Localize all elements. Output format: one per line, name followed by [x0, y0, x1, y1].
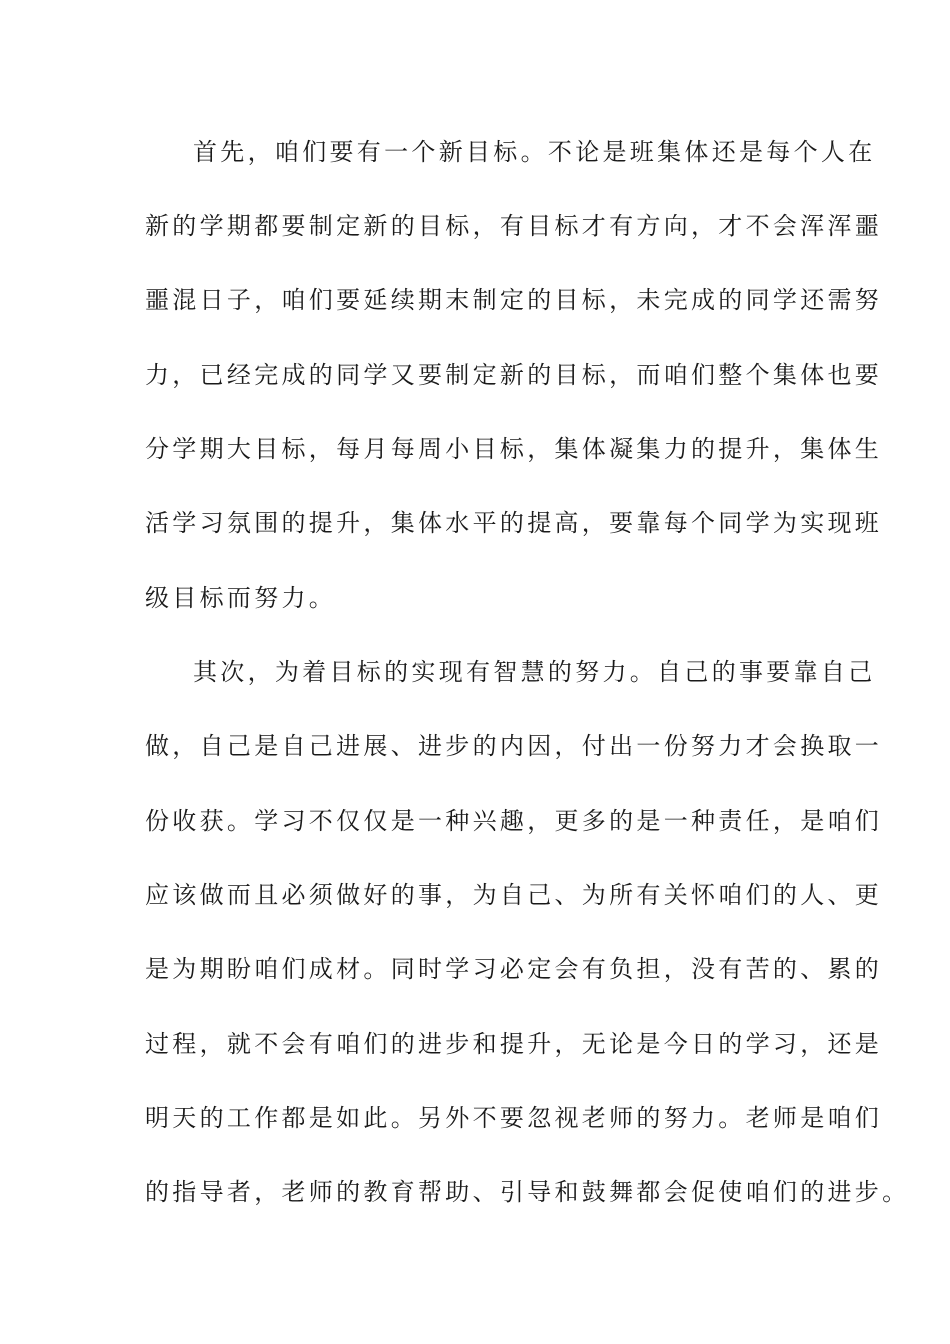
paragraph-2-line-4: 应该做而且必须做好的事，为自己、为所有关怀咱们的人、更	[145, 881, 883, 909]
paragraph-2-line-5: 是为期盼咱们成材。同时学习必定会有负担，没有苦的、累的	[145, 955, 883, 983]
paragraph-1-line-6: 活学习氛围的提升，集体水平的提高，要靠每个同学为实现班	[145, 509, 883, 537]
paragraph-2-line-8: 的指导者，老师的教育帮助、引导和鼓舞都会促使咱们的进步。	[145, 1178, 910, 1206]
paragraph-2-line-1: 其次，为着目标的实现有智慧的努力。自己的事要靠自己	[193, 658, 876, 686]
paragraph-1-line-4: 力，已经完成的同学又要制定新的目标，而咱们整个集体也要	[145, 361, 883, 389]
paragraph-1-line-2: 新的学期都要制定新的目标，有目标才有方向，才不会浑浑噩	[145, 212, 883, 240]
paragraph-2-line-3: 份收获。学习不仅仅是一种兴趣，更多的是一种责任，是咱们	[145, 807, 883, 835]
paragraph-2-line-2: 做，自己是自己进展、进步的内因，付出一份努力才会换取一	[145, 732, 883, 760]
paragraph-2-line-6: 过程，就不会有咱们的进步和提升，无论是今日的学习，还是	[145, 1030, 883, 1058]
paragraph-1-line-1: 首先，咱们要有一个新目标。不论是班集体还是每个人在	[193, 138, 876, 166]
paragraph-1-line-5: 分学期大目标，每月每周小目标，集体凝集力的提升，集体生	[145, 435, 883, 463]
paragraph-1-line-7: 级目标而努力。	[145, 584, 337, 612]
paragraph-2-line-7: 明天的工作都是如此。另外不要忽视老师的努力。老师是咱们	[145, 1104, 883, 1132]
paragraph-1-line-3: 噩混日子，咱们要延续期末制定的目标，未完成的同学还需努	[145, 286, 883, 314]
